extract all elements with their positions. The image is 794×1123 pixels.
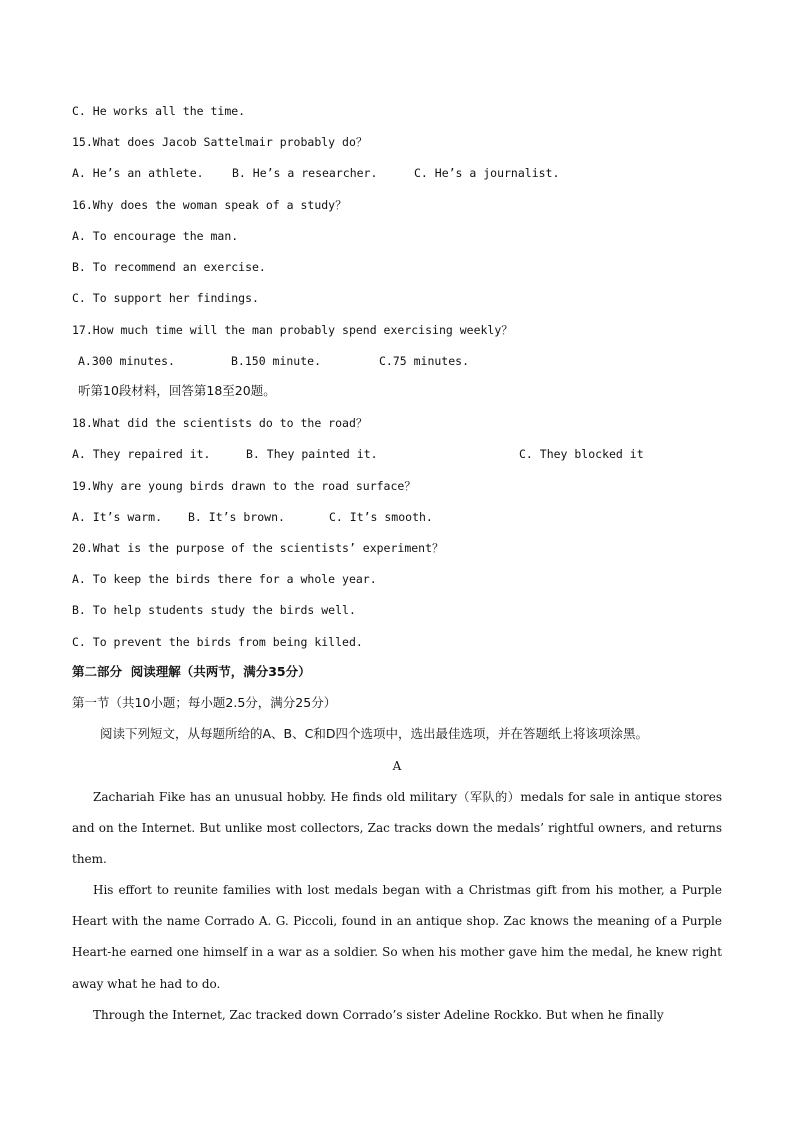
q17-option-b: B.150 minute. [231, 354, 322, 368]
passage-paragraph-2: His effort to reunite families with lost medals began with a Christmas gift from his mother, a Purple Heart with the name Corrado A. G. Piccoli, found in an antique shop. Zac knows the meaning of a Purple Heart-he earned one himself in a war as a soldier. So when his mother gave him the medal, he knew right away what he had to do. [72, 883, 722, 991]
part2-heading: 第二部分 阅读理解（共两节，满分35分） [72, 664, 311, 679]
q15-options [72, 165, 560, 181]
q18-option-b: B. They painted it. [246, 447, 378, 461]
q19-option-b: B. It’s brown. [188, 510, 285, 524]
q15-option-c: C. He’s a journalist. [414, 166, 560, 180]
q19-option-a: A. It’s warm. [72, 510, 163, 524]
section10-intro: 听第10段材料，回答第18至20题。 [78, 383, 276, 398]
q15-option-a: A. He’s an athlete. [72, 166, 204, 180]
q15-stem: 15.What does Jacob Sattelmair probably do？ [72, 135, 368, 149]
q17-option-a: A.300 minutes. [78, 354, 175, 368]
q18-stem: 18.What did the scientists do to the road？ [72, 416, 368, 430]
section1-heading: 第一节（共10小题；每小题2.5分，满分25分） [72, 695, 337, 710]
q20-option-a: A. To keep the birds there for a whole year. [72, 572, 377, 586]
passage-label: A [392, 759, 402, 773]
q18-options [72, 446, 644, 462]
q17-stem: 17.How much time will the man probably spend exercising weekly？ [72, 323, 513, 337]
q15-option-b: B. He’s a researcher. [232, 166, 378, 180]
q17-options [78, 353, 470, 369]
q16-option-b: B. To recommend an exercise. [72, 260, 266, 274]
q18-option-a: A. They repaired it. [72, 447, 211, 461]
q20-option-c: C. To prevent the birds from being killed. [72, 635, 363, 649]
q19-options [72, 509, 433, 525]
q19-option-c: C. It’s smooth. [329, 510, 433, 524]
q16-stem: 16.Why does the woman speak of a study？ [72, 198, 347, 212]
passage-paragraph-3: Through the Internet, Zac tracked down Corrado’s sister Adeline Rockko. But when he finally [93, 1008, 664, 1022]
q16-option-a: A. To encourage the man. [72, 229, 239, 243]
q20-stem: 20.What is the purpose of the scientists’ experiment？ [72, 541, 444, 555]
passage-paragraph-1: Zachariah Fike has an unusual hobby. He finds old military（军队的）medals for sale in antique stores and on the Internet. But unlike most collectors, Zac tracks down the medals’ rightful owners, and returns them. [72, 790, 722, 867]
q16-option-c: C. To support her findings. [72, 291, 259, 305]
q17-option-c: C.75 minutes. [379, 354, 470, 368]
q14-option-c: C. He works all the time. [72, 104, 246, 118]
reading-instructions: 阅读下列短文，从每题所给的A、B、C和D四个选项中，选出最佳选项，并在答题纸上将该项涂黑。 [100, 726, 648, 741]
q19-stem: 19.Why are young birds drawn to the road surface？ [72, 479, 416, 493]
q18-option-c: C. They blocked it [519, 447, 644, 461]
q20-option-b: B. To help students study the birds well. [72, 603, 356, 617]
